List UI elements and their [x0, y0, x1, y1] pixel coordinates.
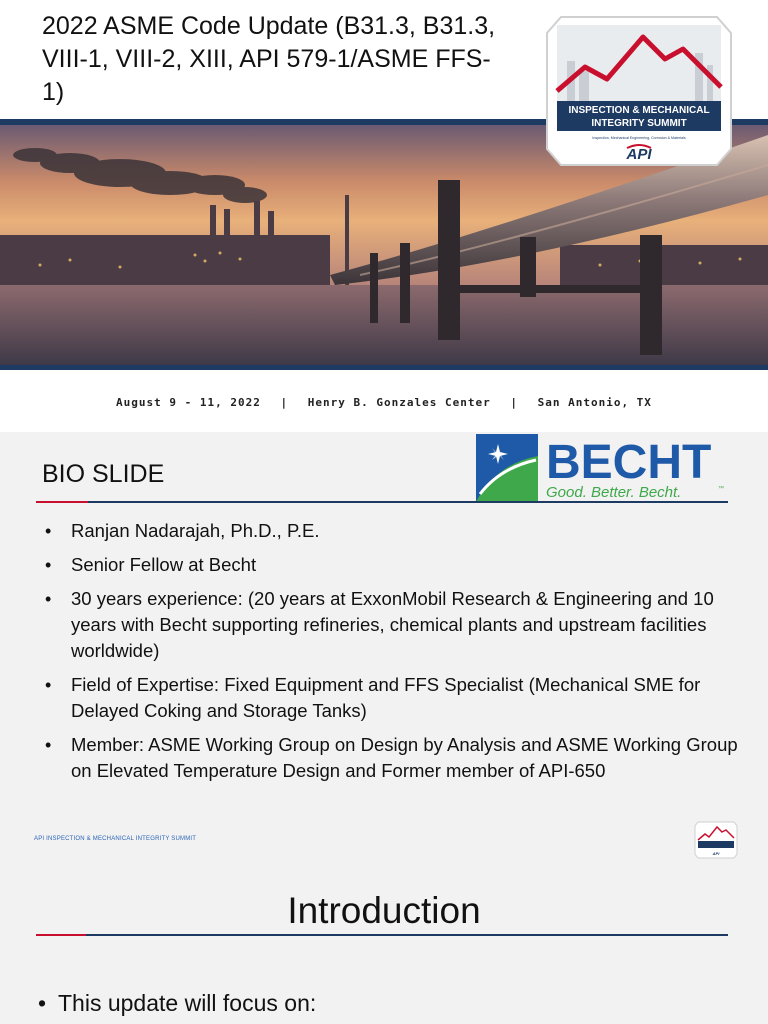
api-logo-text: API [626, 146, 652, 163]
introduction-slide [0, 862, 768, 1024]
intro-bullet [38, 990, 316, 1017]
intro-bullet-text: This update will focus on: [58, 990, 317, 1016]
bullet-dot: • [38, 990, 47, 1016]
badge-tagline: Inspection, Mechanical Engineering, Corrosion & Materials [592, 136, 686, 140]
becht-wordmark: BECHT [546, 436, 712, 489]
event-dates: August 9 - 11, 2022 [116, 396, 261, 409]
separator: | [510, 396, 518, 409]
slide-title: 2022 ASME Code Update (B31.3, B31.3, VIII-1, VIII-2, XIII, API 579-1/ASME FFS-1) [42, 12, 496, 106]
mini-badge-api: API [712, 851, 720, 856]
trademark-mark: ™ [718, 486, 724, 492]
summit-mini-badge-logo [694, 820, 738, 860]
bio-bullet: • Ranjan Nadarajah, Ph.D., P.E. [42, 518, 742, 544]
title-slide [0, 0, 768, 432]
badge-line2: INTEGRITY SUMMIT [591, 118, 687, 129]
becht-logo [476, 434, 731, 502]
event-city: San Antonio, TX [537, 396, 652, 409]
event-info-line [0, 396, 768, 409]
bio-bullet-list [42, 518, 742, 792]
summit-badge-logo [545, 9, 733, 173]
intro-slide-title: Introduction [287, 890, 481, 931]
bio-bullet: • 30 years experience: (20 years at ExxonMobil Research & Engineering and 10 years with Becht supporting refineries, chemical plants and upstream facilities worldwide) [42, 586, 742, 664]
bio-bullet: • Member: ASME Working Group on Design by Analysis and ASME Working Group on Elevated Temperature Design and Former member of API-650 [42, 732, 742, 784]
badge-line1: INSPECTION & MECHANICAL [568, 105, 710, 116]
title-rule-navy [88, 501, 728, 503]
bio-slide-title: BIO SLIDE [42, 460, 165, 488]
title-rule-red [36, 934, 86, 936]
becht-tagline: Good. Better. Becht. [546, 484, 682, 501]
separator: | [280, 396, 289, 409]
title-rule-navy [86, 934, 728, 936]
bio-slide [0, 432, 768, 862]
event-venue: Henry B. Gonzales Center [307, 396, 491, 409]
title-rule-red [36, 501, 88, 503]
bio-bullet: • Field of Expertise: Fixed Equipment and FFS Specialist (Mechanical SME for Delayed Coking and Storage Tanks) [42, 672, 742, 724]
bottom-divider-band [0, 365, 768, 370]
slide-footer-text: API INSPECTION & MECHANICAL INTEGRITY SUMMIT [34, 836, 197, 842]
bio-bullet: • Senior Fellow at Becht [42, 552, 742, 578]
